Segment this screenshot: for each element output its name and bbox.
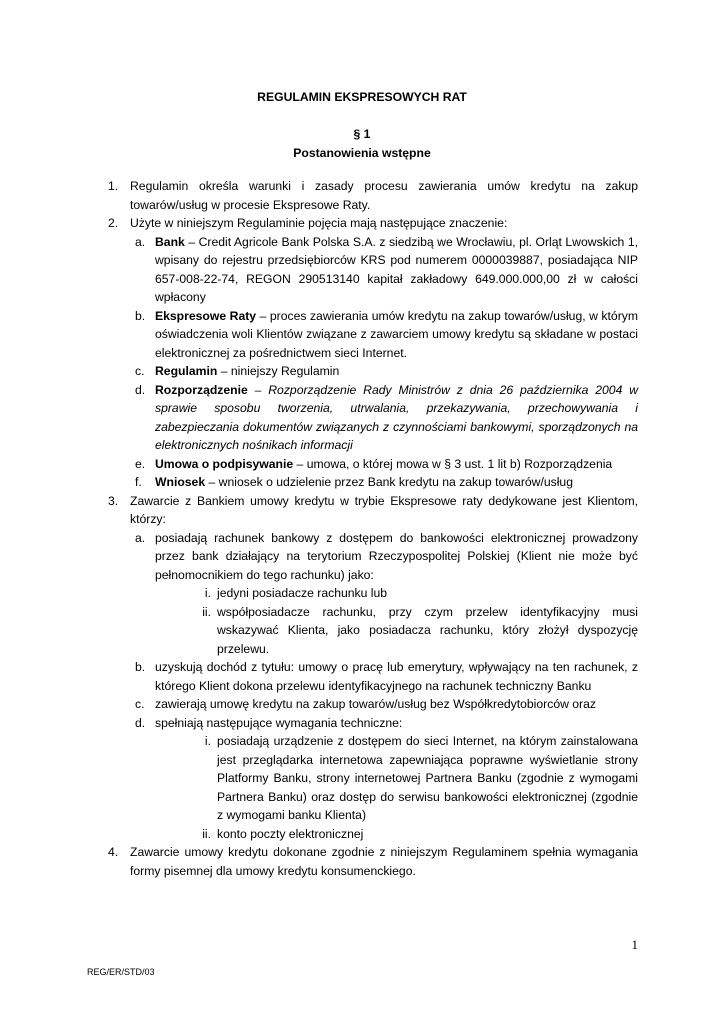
- definition-text: – proces zawierania umów kredytu na zakup towarów/usług, w którym oświadczenia woli Klientów związane z zawarciem umowy kredytu są składane w postaci elektronicznej za pośrednictwem sieci Internet.: [155, 308, 638, 360]
- item-text: Zawarcie z Bankiem umowy kredytu w trybie Ekspresowe raty dedykowane jest Klientom, którzy:: [130, 493, 638, 526]
- list-item: [108, 214, 638, 233]
- definition-item: [135, 362, 638, 381]
- definition-text: – wniosek o udzielenie przez Bank kredytu na zakup towarów/usług: [205, 475, 573, 489]
- item-text: posiadają urządzenie z dostępem do sieci Internet, na którym zainstalowana jest przeglądarka internetowa zapewniająca poprawne wyświetlanie strony Platformy Banku, strony internetowej Partnera Banku (zgodnie z wymogami Partnera Banku) oraz dostęp do serwisu bankowości elektronicznej (zgodnie z wymogami banku Klienta): [217, 734, 638, 822]
- definition-item: [135, 307, 638, 363]
- item-marker: b.: [135, 660, 146, 674]
- item-marker: i.: [204, 586, 211, 600]
- list-item: [108, 177, 638, 214]
- item-marker: c.: [135, 364, 145, 378]
- definition-item: [135, 233, 638, 307]
- definition-term: Bank: [155, 234, 185, 249]
- item-marker: a.: [135, 530, 146, 545]
- item-marker: c.: [135, 697, 145, 711]
- definition-item: [135, 381, 638, 455]
- item-marker: 4.: [108, 845, 119, 859]
- item-marker: ii.: [202, 604, 211, 619]
- definition-term: Rozporządzenie: [155, 382, 248, 397]
- item-text: jedyni posiadacze rachunku lub: [217, 586, 388, 600]
- page-number: 1: [631, 937, 638, 952]
- item-text: posiadają rachunek bankowy z dostępem do bankowości elektronicznej prowadzony przez bank działający na terytorium Rzeczypospolitej Polskiej (Klient nie może być pełnomocnikiem do tego rachunku) jako:: [155, 530, 638, 582]
- item-marker: b.: [135, 308, 146, 323]
- sub-item: [135, 529, 638, 585]
- item-marker: f.: [135, 475, 142, 489]
- sub-item: [135, 714, 638, 733]
- item-text: Zawarcie umowy kredytu dokonane zgodnie z niniejszym Regulaminem spełnia wymagania formy pisemnej dla umowy kredytu konsumenckiego.: [130, 845, 638, 878]
- item-marker: 2.: [108, 216, 119, 230]
- list-item: [108, 492, 638, 529]
- item-marker: d.: [135, 382, 146, 397]
- definition-term: Ekspresowe Raty: [155, 308, 257, 323]
- item-marker: 3.: [108, 493, 119, 508]
- item-marker: i.: [204, 734, 211, 748]
- item-text: spełniają następujące wymagania techniczne:: [155, 715, 403, 730]
- item-text: uzyskują dochód z tytułu: umowy o pracę lub emerytury, wpływający na ten rachunek, z którego Klient dokona przelewu identyfikacyjnego na rachunek techniczny Banku: [155, 660, 638, 693]
- item-text: współposiadacze rachunku, przy czym przelew identyfikacyjny musi wskazywać Klienta, jako posiadacza rachunku, który złożył dyspozycję przelewu.: [217, 604, 638, 656]
- definition-text: Rozporządzenie Rady Ministrów z dnia 26 października 2004 w sprawie sposobu tworzenia, utrwalania, przekazywania, przechowywania i zabezpieczania dokumentów związanych z czynnościami bankowymi, sporządzonych na elektronicznych nośnikach informacji: [155, 382, 638, 452]
- definition-term: Regulamin: [155, 364, 218, 378]
- definition-term: Umowa o podpisywanie: [155, 456, 294, 471]
- definition-dash: –: [247, 382, 269, 397]
- roman-item: [202, 825, 638, 844]
- item-text: konto poczty elektronicznej: [217, 826, 364, 841]
- roman-item: [204, 732, 638, 825]
- item-marker: e.: [135, 456, 146, 471]
- definition-text: – umowa, o której mowa w § 3 ust. 1 lit b) Rozporządzenia: [293, 456, 613, 471]
- definition-term: Wniosek: [155, 475, 206, 489]
- document-title: REGULAMIN EKSPRESOWYCH RAT: [257, 90, 467, 104]
- item-text: zawierają umowę kredytu na zakup towarów/usług bez Współkredytobiorców oraz: [155, 697, 596, 711]
- item-marker: d.: [135, 715, 146, 730]
- roman-item: [204, 584, 638, 603]
- sub-item: [135, 658, 638, 695]
- roman-item: [202, 603, 638, 659]
- definition-text: – niniejszy Regulamin: [217, 364, 340, 378]
- item-marker: ii.: [202, 826, 211, 841]
- definition-item: [135, 473, 638, 492]
- definition-text: – Credit Agricole Bank Polska S.A. z siedzibą we Wrocławiu, pl. Orląt Lwowskich 1, wpisany do rejestru przedsiębiorców KRS pod numerem 0000039887, posiadająca NIP 657-008-22-74, REGON 290513140 kapitał zakładowy 649.000.000,00 zł w całości wpłacony: [155, 234, 638, 304]
- item-marker: 1.: [108, 179, 119, 193]
- section-number: § 1: [353, 127, 371, 141]
- definition-item: [135, 455, 638, 474]
- section-title: Postanowienia wstępne: [293, 146, 431, 160]
- item-text: Regulamin określa warunki i zasady procesu zawierania umów kredytu na zakup towarów/usług w procesie Ekspresowe Raty.: [130, 179, 638, 212]
- item-marker: a.: [135, 234, 146, 249]
- item-text: Użyte w niniejszym Regulaminie pojęcia mają następujące znaczenie:: [130, 216, 508, 230]
- footer-code: REG/ER/STD/03: [87, 967, 155, 977]
- sub-item: [135, 695, 638, 714]
- list-item: [108, 843, 638, 880]
- regulations-list: [0, 177, 724, 880]
